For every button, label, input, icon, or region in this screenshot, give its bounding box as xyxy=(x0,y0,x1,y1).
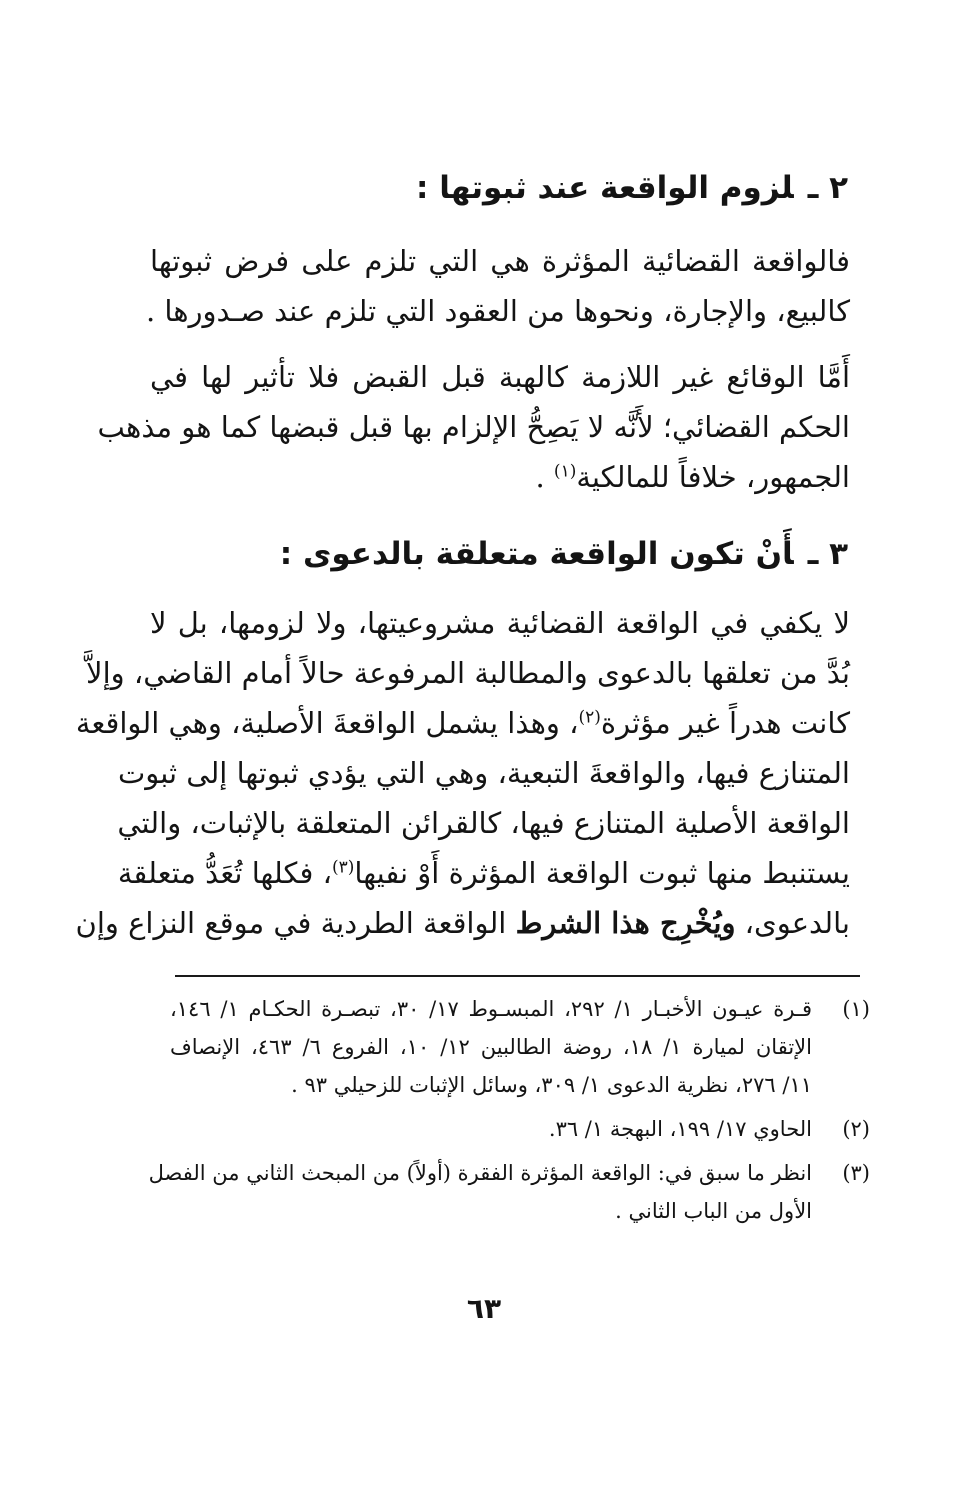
footnote-3 xyxy=(148,1154,870,1230)
text-line: بُدَّ من تعلقها بالدعوى والمطالبة المرفوعة حالاً أمام القاضي، وإلاَّ xyxy=(86,656,850,690)
bold-fragment: ويُخْرِج هذا الشرط xyxy=(515,906,736,940)
text-line: المتنازع فيها، والواقعةَ التبعية، وهي التي يؤدي ثبوتها إلى ثبوت xyxy=(117,756,850,790)
footnote-ref-1[interactable]: (١) xyxy=(553,461,577,482)
section-3-paragraph xyxy=(75,598,850,948)
text-fragment: الواقعة الطردية في موقع النزاع وإن xyxy=(75,906,516,940)
footnote-ref-3[interactable]: (٣) xyxy=(331,857,355,878)
text-line xyxy=(117,848,850,898)
footnote-line: قـرة عيـون الأخبـار ١/ ٢٩٢، المبسـوط ١٧/ ٣٠، تبصـرة الحكـام ١/ ١٤٦، xyxy=(170,997,812,1021)
footnotes xyxy=(148,990,870,1236)
text-fragment: كانت هدراً غير مؤثرة xyxy=(600,706,850,740)
text-fragment: الجمهور، خلافاً للمالكية xyxy=(576,460,850,494)
text-fragment: ، فكلها تُعَدُّ متعلقة xyxy=(117,856,332,890)
text-line: الحكم القضائي؛ لأَنَّه لا يَصِحُّ الإلزام بها قبل قبضها كما هو مذهب xyxy=(97,410,850,444)
section-2-paragraph-2 xyxy=(97,352,850,502)
footnote-number: (٢) xyxy=(842,1117,870,1141)
section-3-heading xyxy=(88,534,848,574)
footnote-separator xyxy=(175,975,860,977)
footnote-1 xyxy=(170,990,870,1104)
text-line: لا يكفي في الواقعة القضائية مشروعيتها، ولا لزومها، بل لا xyxy=(150,606,850,640)
text-line: كالبيع، والإجارة، ونحوها من العقود التي تلزم عند صـدورها . xyxy=(145,294,850,328)
text-line xyxy=(75,698,850,748)
text-fragment: ، وهذا يشمل الواقعةَ الأصلية، وهي الواقعة xyxy=(75,706,579,740)
section-2-heading xyxy=(88,168,848,208)
page-number: ٦٣ xyxy=(466,1292,502,1325)
footnote-line: ١١/ ٢٧٦، نظرية الدعوى ١/ ٣٠٩، وسائل الإثبات للزحيلي ٩٣ . xyxy=(291,1073,812,1097)
text-line: الواقعة الأصلية المتنازع فيها، كالقرائن المتعلقة بالإثبات، والتي xyxy=(117,806,850,840)
text-fragment: يستنبط منها ثبوت الواقعة المؤثرة أَوْ نفيها xyxy=(354,856,850,890)
text-line: أَمَّا الوقائع غير اللازمة كالهبة قبل القبض فلا تأثير لها في xyxy=(150,360,850,394)
text-fragment: بالدعوى، xyxy=(735,906,850,940)
section-2-title: لزوم الواقعة عند ثبوتها : xyxy=(416,170,794,206)
text-line xyxy=(75,898,850,948)
section-2-paragraph-1 xyxy=(145,236,850,336)
section-3-title: أَنْ تكون الواقعة متعلقة بالدعوى : xyxy=(279,536,794,572)
footnote-line: انظر ما سبق في: الواقعة المؤثرة الفقرة (أولاً) من المبحث الثاني من الفصل xyxy=(148,1161,812,1185)
footnote-ref-2[interactable]: (٢) xyxy=(578,707,601,728)
text-line: فالواقعة القضائية المؤثرة هي التي تلزم على فرض ثبوتها xyxy=(150,244,850,278)
footnote-number: (٣) xyxy=(842,1161,870,1185)
footnote-number: (١) xyxy=(842,997,870,1021)
footnote-line: الأول من الباب الثاني . xyxy=(615,1199,812,1223)
text-line xyxy=(150,452,850,502)
section-2-number: ٢ ـ xyxy=(807,170,848,206)
footnote-line: الإتقان لميارة ١/ ١٨، روضة الطالبين ١٢/ ١٠، الفروع ٦/ ٤٦٣، الإنصاف xyxy=(170,1035,812,1059)
section-3-number: ٣ ـ xyxy=(807,536,848,572)
text-fragment: . xyxy=(535,460,554,494)
footnote-2 xyxy=(170,1110,870,1148)
footnote-line: الحاوي ١٧/ ١٩٩، البهجة ١/ ٣٦. xyxy=(548,1117,812,1141)
